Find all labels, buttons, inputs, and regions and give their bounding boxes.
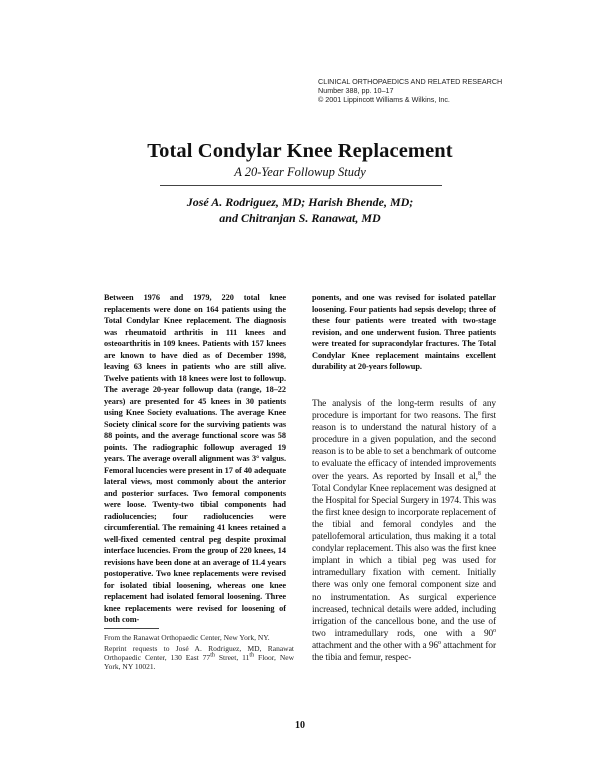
body-introduction <box>312 398 496 664</box>
degree-symbol: o <box>437 639 441 646</box>
journal-header <box>318 78 568 104</box>
ordinal-suffix: th <box>249 652 255 659</box>
body-text-part-3: attachment and the other with a 96 <box>312 640 438 651</box>
reprint-text-a: Reprint requests to José A. Rodriguez, MD, Ranawat Orthopaedic Center, 130 East 77 <box>104 644 294 663</box>
body-text-part-1: The analysis of the long-term results of any procedure is important for two reasons. The first reason is to understand the natural history of a procedure in a given population, and the second reason is to be able to set a benchmark of outcome to evaluate the efficacy of intended improvements over the years. As reported by Insall et al, <box>312 399 496 482</box>
journal-name: CLINICAL ORTHOPAEDICS AND RELATED RESEARCH <box>318 77 503 86</box>
authors-line-2: and Chitranjan S. Ranawat, MD <box>219 211 381 225</box>
article-subtitle: A 20-Year Followup Study <box>234 165 366 179</box>
journal-issue: Number 388, pp. 10–17 <box>318 85 394 95</box>
body-text-part-2: the Total Condylar Knee replacement was designed at the Hospital for Special Surgery in 1974. This was the first knee design to incorporate replacement of the tibial and femoral condyles and the patellofemoral articulation, thus making it a total condylar replacement. This also was the first knee implant in which a tibial peg was used for intramedullary fixation with cement. Initially there was only one femoral component size and no instrumentation. As surgical experience increased, technical details were added, including irrigation of the cancellous bone, and the use of two intramedullary rods, one with a 90 <box>312 471 496 639</box>
footnote-divider <box>104 628 159 629</box>
author-list <box>0 194 600 226</box>
footnote-affiliation: From the Ranawat Orthopaedic Center, New York, NY. <box>104 633 270 642</box>
citation-reference: 8 <box>477 470 481 477</box>
footnote-reprint <box>104 644 294 672</box>
reprint-text-b: Street, 11 <box>214 653 250 663</box>
journal-copyright: © 2001 Lippincott Williams & Wilkins, Inc. <box>318 94 450 104</box>
authors-line-1: José A. Rodriguez, MD; Harish Bhende, MD; <box>186 195 414 209</box>
degree-symbol: o <box>493 627 496 634</box>
body-text-part-4: attachment for the tibia and femur, respec- <box>312 640 497 663</box>
reprint-text-c: Floor, New York, NY 10021. <box>104 653 295 672</box>
page-number: 10 <box>295 720 305 731</box>
ordinal-suffix: th <box>210 652 215 659</box>
abstract-left-column: Between 1976 and 1979, 220 total knee replacements were done on 164 patients using the Total Condylar Knee replacement. The diagnosis was rheumatoid arthritis in 111 knees and osteoarthritis in 109 knees. Patients with 157 knees are known to have died as of December 1998, leaving 63 knees in patients who are still alive. Twelve patients with 18 knees were lost to followup. The average 20-year followup data (range, 18–22 years) are presented for 45 knees in 30 patients using Knee Society evaluations. The average Knee Society clinical score for the surviving patients was 88 points, and the average functional score was 58 points. The radiographic followup averaged 19 years. The average overall alignment was 3° valgus. Femoral lucencies were present in 17 of 40 adequate lateral views, most commonly about the anterior and posterior surfaces. Two femoral components were loose. Twenty-two tibial components had radiolucencies; four radiolucencies were circumferential. The remaining 41 knees retained a well-fixed cemented central peg despite proximal interface lucencies. From the group of 220 knees, 14 revisions have been done at an average of 11.4 years postoperative. Two knee replacements were revised for isolated tibial loosening, whereas one knee replacement had isolated femoral loosening. Three knee replacements were revised for loosening of both com- <box>104 293 286 624</box>
title-divider <box>160 185 442 186</box>
abstract-right-column: ponents, and one was revised for isolated patellar loosening. Four patients had sepsis develop; three of these four patients were treated with two-stage revision, and one underwent fusion. Three patients were treated for supracondylar fractures. The Total Condylar Knee replacement maintains excellent durability at 20-years followup. <box>312 293 496 371</box>
article-title: Total Condylar Knee Replacement <box>147 140 453 162</box>
